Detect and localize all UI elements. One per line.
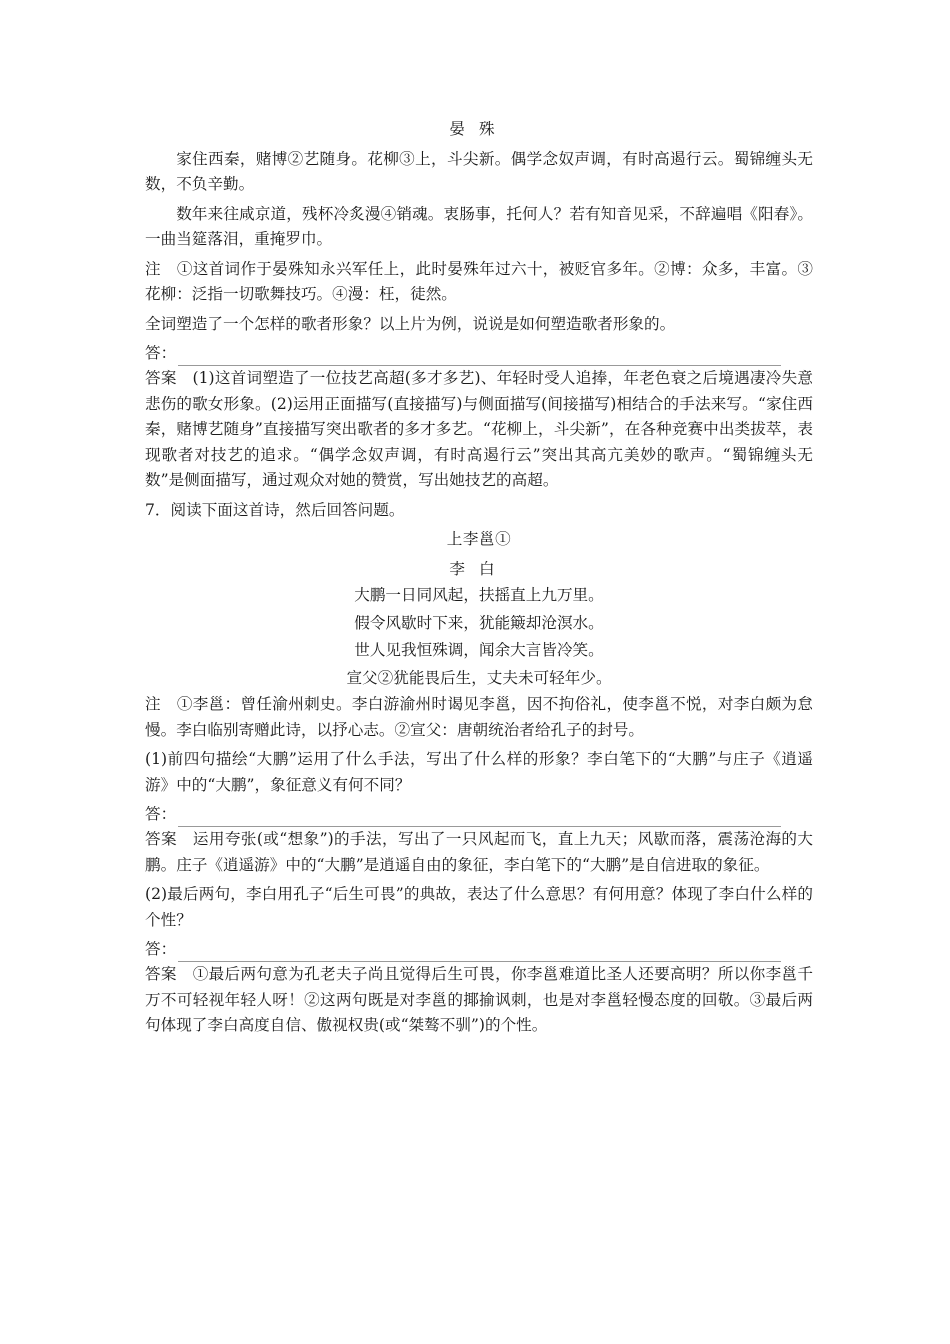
poem-line: 假令风歇时下来，犹能簸却沧溟水。 [354, 613, 604, 632]
q7-2-answer-line[interactable] [145, 937, 813, 962]
poem-author: 李白 [449, 559, 509, 578]
ci-note: 注 ①这首词作于晏殊知永兴军任上，此时晏殊年过六十，被贬官多年。②博：众多，丰富。③花柳：泛指一切歌舞技巧。④漫：枉，徒然。 [145, 259, 813, 303]
poem-note: 注 ①李邕：曾任渝州刺史。李白游渝州时谒见李邕，因不拘俗礼，使李邕不悦，对李白颇为怠慢。李白临别寄赠此诗，以抒心志。②宣父：唐朝统治者给孔子的封号。 [145, 695, 813, 739]
poem-line: 宣父②犹能畏后生，丈夫未可轻年少。 [346, 668, 612, 687]
poem-body [145, 582, 813, 692]
answer-7-2: 答案 ①最后两句意为孔老夫子尚且觉得后生可畏，你李邕难道比圣人还要高明？所以你李邕千万不可轻视年轻人呀！②这两句既是对李邕的揶揄讽刺，也是对李邕轻慢态度的回敬。③最后两句体现了李白高度自信、傲视权贵(或“桀骜不驯”)的个性。 [145, 965, 813, 1034]
question-7-1: (1)前四句描绘“大鹏”运用了什么手法，写出了什么样的形象？李白笔下的“大鹏”与庄子《逍遥游》中的“大鹏”，象征意义有何不同？ [145, 750, 813, 794]
ci-stanza-1: 家住西秦，赌博②艺随身。花柳③上，斗尖新。偶学念奴声调，有时高遏行云。蜀锦缠头无数，不负辛勤。 [145, 149, 813, 193]
ci-stanza-2: 数年来往咸京道，残杯冷炙漫④销魂。衷肠事，托何人？若有知音见采，不辞遍唱《阳春》。一曲当筵落泪，重掩罗巾。 [145, 204, 813, 248]
poem-line: 世人见我恒殊调，闻余大言皆冷笑。 [354, 641, 604, 659]
poem-title: 上李邕① [446, 530, 512, 548]
question-7-2: (2)最后两句，李白用孔子“后生可畏”的典故，表达了什么意思？有何用意？体现了李白什么样的个性？ [145, 885, 813, 929]
answer-blank [178, 810, 781, 827]
answer-label: 答： [145, 804, 177, 823]
poem-line: 大鹏一日同风起，扶摇直上九万里。 [354, 586, 604, 604]
ci-question: 全词塑造了一个怎样的歌者形象？以上片为例，说说是如何塑造歌者形象的。 [145, 314, 676, 333]
answer-7-1: 答案 运用夸张(或“想象”)的手法，写出了一只风起而飞，直上九天；风歇而落，震荡沧海的大鹏。庄子《逍遥游》中的“大鹏”是逍遥自由的象征，李白笔下的“大鹏”是自信进取的象征。 [145, 830, 813, 874]
answer-blank [178, 349, 781, 366]
answer-label: 答： [145, 939, 177, 958]
ci-answer-line[interactable] [145, 341, 813, 366]
question-7-intro: 7．阅读下面这首诗，然后回答问题。 [145, 500, 405, 519]
document-page [145, 117, 813, 1039]
answer-label: 答： [145, 343, 177, 362]
q7-1-answer-line[interactable] [145, 802, 813, 827]
ci-answer: 答案 (1)这首词塑造了一位技艺高超(多才多艺)、年轻时受人追捧，年老色衰之后境遇凄冷失意悲伤的歌女形象。(2)运用正面描写(直接描写)与侧面描写(间接描写)相结合的手法来写。“家住西秦，赌博艺随身”直接描写突出歌者的多才多艺。“花柳上，斗尖新”，在各种竞赛中出类拔萃，表现歌者对技艺的追求。“偶学念奴声调，有时高遏行云”突出其高亢美妙的歌声。“蜀锦缠头无数”是侧面描写，通过观众对她的赞赏，写出她技艺的高超。 [145, 369, 813, 489]
answer-blank [178, 945, 781, 962]
ci-author: 晏殊 [449, 120, 509, 138]
